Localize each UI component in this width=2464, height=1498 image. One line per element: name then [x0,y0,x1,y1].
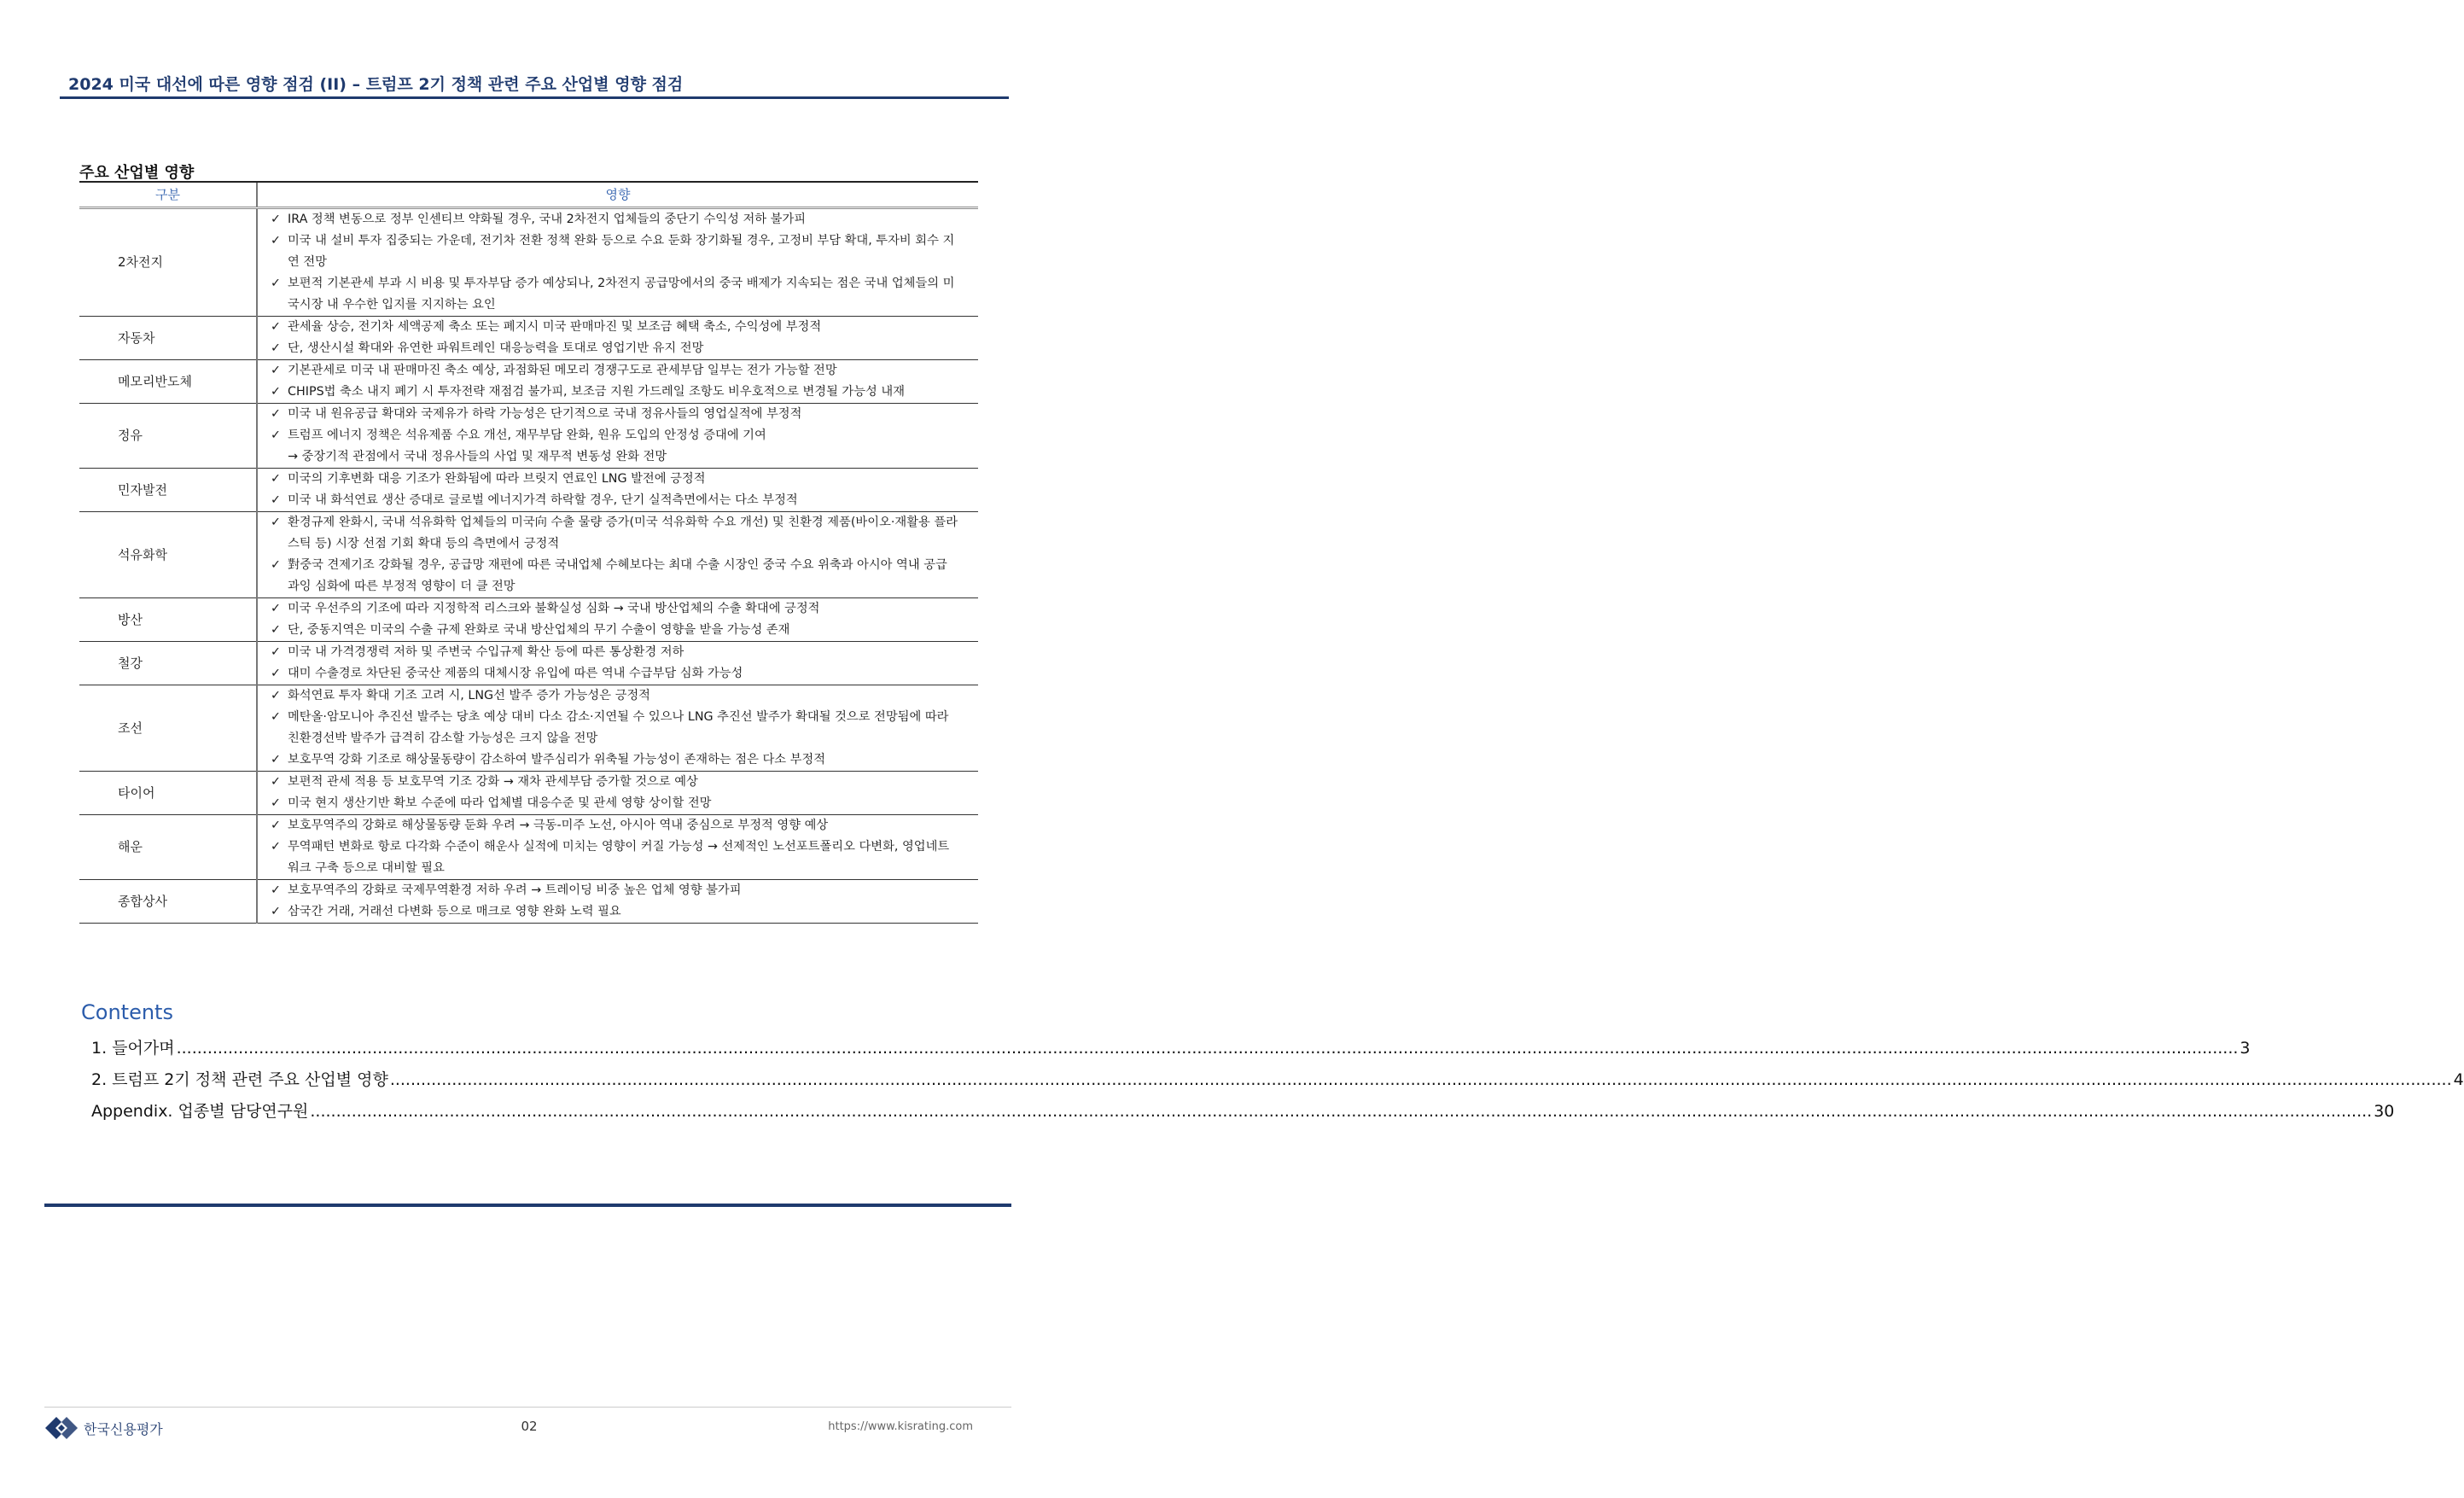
row-impact [257,512,978,598]
table-row [79,598,978,642]
impact-bullet-list [271,880,973,923]
industry-impact-table [79,181,978,924]
row-category: 해운 [79,815,257,880]
impact-bullet-line: 보편적 기본관세 부과 시 비용 및 투자부담 증가 예상되나, 2차전지 공급망에서의 중국 배제가 지속되는 점은 국내 업체들의 미 [288,277,955,290]
table-row [79,815,978,880]
checkmark-icon: ✓ [271,277,281,290]
impact-bullet-line: 보호무역주의 강화로 국제무역환경 저하 우려 → 트레이딩 비중 높은 업체 영향 불가피 [288,883,742,897]
impact-bullet-line: 미국 내 원유공급 확대와 국제유가 하락 가능성은 단기적으로 국내 정유사들의 영업실적에 부정적 [288,407,802,421]
row-impact [257,317,978,360]
impact-bullet-line: → 중장기적 관점에서 국내 정유사들의 사업 및 재무적 변동성 완화 전망 [288,450,667,463]
impact-bullet-line: 환경규제 완화시, 국내 석유화학 업체들의 미국向 수출 물량 증가(미국 석유화학 수요 개선) 및 친환경 제품(바이오·재활용 플라 [288,516,958,529]
row-category: 메모리반도체 [79,360,257,404]
impact-bullet-line: 미국 내 가격경쟁력 저하 및 주변국 수입규제 확산 등에 따른 통상환경 저하 [288,645,684,659]
impact-bullet-list [271,685,973,771]
impact-bullet-line: 미국 우선주의 기조에 따라 지정학적 리스크와 불확실성 심화 → 국내 방산업체의 수출 확대에 긍정적 [288,602,820,615]
toc-entry[interactable] [91,1035,2251,1067]
impact-bullet [271,512,973,555]
impact-bullet-line: 對중국 견제기조 강화될 경우, 공급망 재편에 따른 국내업체 수혜보다는 최대 수출 시장인 중국 수요 위축과 아시아 역내 공급 [288,558,947,572]
checkmark-icon: ✓ [271,753,281,766]
row-impact [257,404,978,469]
impact-bullet-line: 단, 중동지역은 미국의 수출 규제 완화로 국내 방산업체의 무기 수출이 영향을 받을 가능성 존재 [288,623,790,637]
impact-bullet [271,404,973,425]
footer-rule [44,1407,1011,1408]
table-row [79,642,978,685]
impact-bullet-line: 연 전망 [288,255,327,269]
impact-bullet-line: 보호무역주의 강화로 해상물동량 둔화 우려 → 극동-미주 노선, 아시아 역내 중심으로 부정적 영향 예상 [288,819,829,832]
impact-bullet [271,598,973,620]
impact-bullet-line: 미국 현지 생산기반 확보 수준에 따라 업체별 대응수준 및 관세 영향 상이할 전망 [288,796,712,810]
impact-bullet [271,901,973,923]
impact-bullet-line: 화석연료 투자 확대 기조 고려 시, LNG선 발주 증가 가능성은 긍정적 [288,689,650,702]
contents-title: Contents [81,1000,173,1024]
toc-leader-dots: ................................................................................................................................................................................................................................................................................................................................................................................................................ [310,1102,2373,1121]
checkmark-icon: ✓ [271,710,281,724]
row-category: 타이어 [79,772,257,815]
table-row [79,317,978,360]
impact-bullet-line: 삼국간 거래, 거래선 다변화 등으로 매크로 영향 완화 노력 필요 [288,905,621,918]
impact-bullet-line: 스틱 등) 시장 선점 기회 확대 등의 측면에서 긍정적 [288,537,560,551]
row-category: 정유 [79,404,257,469]
impact-bullet [271,642,973,663]
impact-bullet-line: 트럼프 에너지 정책은 석유제품 수요 개선, 재무부담 완화, 원유 도입의 안정성 증대에 기여 [288,428,766,442]
page-number: 02 [521,1419,538,1434]
impact-bullet [271,360,973,382]
checkmark-icon: ✓ [271,213,281,226]
checkmark-icon: ✓ [271,364,281,377]
impact-bullet-line: 미국의 기후변화 대응 기조가 완화됨에 따라 브릿지 연료인 LNG 발전에 긍정적 [288,472,706,486]
toc-entry[interactable] [91,1067,2464,1099]
impact-bullet-list [271,772,973,814]
row-category: 철강 [79,642,257,685]
impact-bullet [271,382,973,403]
table-row [79,469,978,512]
row-category: 조선 [79,685,257,772]
impact-bullet-line: 미국 내 화석연료 생산 증대로 글로벌 에너지가격 하락할 경우, 단기 실적측면에서는 다소 부정적 [288,493,798,507]
contents-bottom-rule [44,1204,1011,1207]
checkmark-icon: ✓ [271,602,281,615]
toc-entry-label[interactable]: 1. 들어가며 [91,1039,175,1058]
checkmark-icon: ✓ [271,472,281,486]
report-title: 2024 미국 대선에 따른 영향 점검 (II) – 트럼프 2기 정책 관련 주요 산업별 영향 점검 [68,75,684,94]
checkmark-icon: ✓ [271,623,281,637]
impact-bullet [271,749,973,771]
column-header-impact: 영향 [257,182,978,208]
row-impact [257,360,978,404]
row-impact [257,815,978,880]
impact-bullet-line: 대미 수출경로 차단된 중국산 제품의 대체시장 유입에 따른 역내 수급부담 심화 가능성 [288,667,743,680]
row-category: 민자발전 [79,469,257,512]
impact-bullet [271,555,973,597]
impact-bullet-list [271,815,973,879]
toc-entry-page: 4 [2453,1070,2464,1089]
toc-entry-label[interactable]: 2. 트럼프 2기 정책 관련 주요 산업별 영향 [91,1070,388,1089]
impact-bullet [271,338,973,359]
impact-bullet-line: 메탄올·암모니아 추진선 발주는 당초 예상 대비 다소 감소·지연될 수 있으나 LNG 추진선 발주가 확대될 것으로 전망됨에 따라 [288,710,949,724]
checkmark-icon: ✓ [271,775,281,789]
table-of-contents [91,1035,2464,1130]
column-header-category: 구분 [79,182,257,208]
checkmark-icon: ✓ [271,558,281,572]
toc-entry-page: 3 [2240,1039,2251,1058]
kis-logo-icon [44,1415,79,1441]
impact-bullet-list [271,598,973,641]
row-impact [257,598,978,642]
checkmark-icon: ✓ [271,385,281,399]
checkmark-icon: ✓ [271,905,281,918]
checkmark-icon: ✓ [271,320,281,334]
footer-brand-name: 한국신용평가 [84,1420,163,1437]
impact-bullet [271,425,973,468]
impact-bullet-line: 워크 구축 등으로 대비할 필요 [288,861,445,875]
footer-url: https://www.kisrating.com [828,1420,973,1433]
impact-bullet [271,663,973,685]
checkmark-icon: ✓ [271,840,281,854]
impact-bullet-list [271,209,973,316]
impact-bullet [271,815,973,836]
row-category: 방산 [79,598,257,642]
checkmark-icon: ✓ [271,689,281,702]
impact-bullet-line: 기본관세로 미국 내 판매마진 축소 예상, 과점화된 메모리 경쟁구도로 관세부담 일부는 전가 가능할 전망 [288,364,837,377]
impact-bullet-line: 보편적 관세 적용 등 보호무역 기조 강화 → 재차 관세부담 증가할 것으로 예상 [288,775,698,789]
row-impact [257,880,978,924]
table-row [79,880,978,924]
row-category: 자동차 [79,317,257,360]
impact-bullet [271,317,973,338]
checkmark-icon: ✓ [271,883,281,897]
row-impact [257,208,978,317]
row-category: 2차전지 [79,208,257,317]
checkmark-icon: ✓ [271,667,281,680]
impact-bullet-list [271,469,973,511]
impact-bullet [271,230,973,273]
row-impact [257,772,978,815]
table-body [79,208,978,924]
footer-logo [44,1415,163,1441]
impact-bullet [271,620,973,641]
row-impact [257,685,978,772]
toc-entry-page: 30 [2374,1102,2395,1121]
impact-bullet-list [271,512,973,597]
section-title: 주요 산업별 영향 [79,164,195,182]
toc-leader-dots: ................................................................................................................................................................................................................................................................................................................................................................................................................ [389,1070,2452,1089]
impact-bullet-line: 국시장 내 우수한 입지를 지지하는 요인 [288,298,496,312]
impact-bullet-line: 과잉 심화에 따른 부정적 영향이 더 클 전망 [288,580,516,593]
table-row [79,360,978,404]
impact-bullet [271,685,973,707]
table-row [79,208,978,317]
impact-bullet [271,793,973,814]
toc-leader-dots: ................................................................................................................................................................................................................................................................................................................................................................................................................ [176,1039,2239,1058]
impact-bullet-line: 보호무역 강화 기조로 해상물동량이 감소하여 발주심리가 위축될 가능성이 존재하는 점은 다소 부정적 [288,753,826,766]
checkmark-icon: ✓ [271,819,281,832]
toc-entry[interactable] [91,1099,2395,1130]
impact-bullet [271,707,973,749]
impact-bullet-line: 친환경선박 발주가 급격히 감소할 가능성은 크지 않을 전망 [288,732,598,745]
impact-bullet-line: IRA 정책 변동으로 정부 인센티브 약화될 경우, 국내 2차전지 업체들의 중단기 수익성 저하 불가피 [288,213,807,226]
checkmark-icon: ✓ [271,796,281,810]
row-impact [257,642,978,685]
impact-bullet [271,273,973,316]
impact-bullet-line: 미국 내 설비 투자 집중되는 가운데, 전기차 전환 정책 완화 등으로 수요 둔화 장기화될 경우, 고정비 부담 확대, 투자비 회수 지 [288,234,955,248]
impact-bullet-line: 무역패턴 변화로 항로 다각화 수준이 해운사 실적에 미치는 영향이 커질 가능성 → 선제적인 노선포트폴리오 다변화, 영업네트 [288,840,950,854]
row-category: 종합상사 [79,880,257,924]
table-row [79,404,978,469]
checkmark-icon: ✓ [271,407,281,421]
row-impact [257,469,978,512]
checkmark-icon: ✓ [271,341,281,355]
checkmark-icon: ✓ [271,493,281,507]
impact-bullet [271,880,973,901]
impact-bullet-list [271,360,973,403]
checkmark-icon: ✓ [271,428,281,442]
impact-bullet-list [271,642,973,685]
checkmark-icon: ✓ [271,645,281,659]
table-row [79,512,978,598]
impact-bullet-line: 단, 생산시설 확대와 유연한 파워트레인 대응능력을 토대로 영업기반 유지 전망 [288,341,704,355]
table-header-row [79,182,978,208]
table-row [79,685,978,772]
impact-bullet-list [271,404,973,468]
impact-bullet [271,469,973,490]
impact-bullet [271,836,973,879]
impact-bullet-line: 관세율 상승, 전기차 세액공제 축소 또는 폐지시 미국 판매마진 및 보조금 혜택 축소, 수익성에 부정적 [288,320,822,334]
checkmark-icon: ✓ [271,234,281,248]
impact-bullet-list [271,317,973,359]
impact-bullet-line: CHIPS법 축소 내지 폐기 시 투자전략 재점검 불가피, 보조금 지원 가드레일 조항도 비우호적으로 변경될 가능성 내재 [288,385,906,399]
row-category: 석유화학 [79,512,257,598]
table-row [79,772,978,815]
impact-bullet [271,490,973,511]
impact-bullet [271,772,973,793]
impact-bullet [271,209,973,230]
header-rule [60,96,1009,99]
checkmark-icon: ✓ [271,516,281,529]
toc-entry-label[interactable]: Appendix. 업종별 담당연구원 [91,1102,309,1121]
